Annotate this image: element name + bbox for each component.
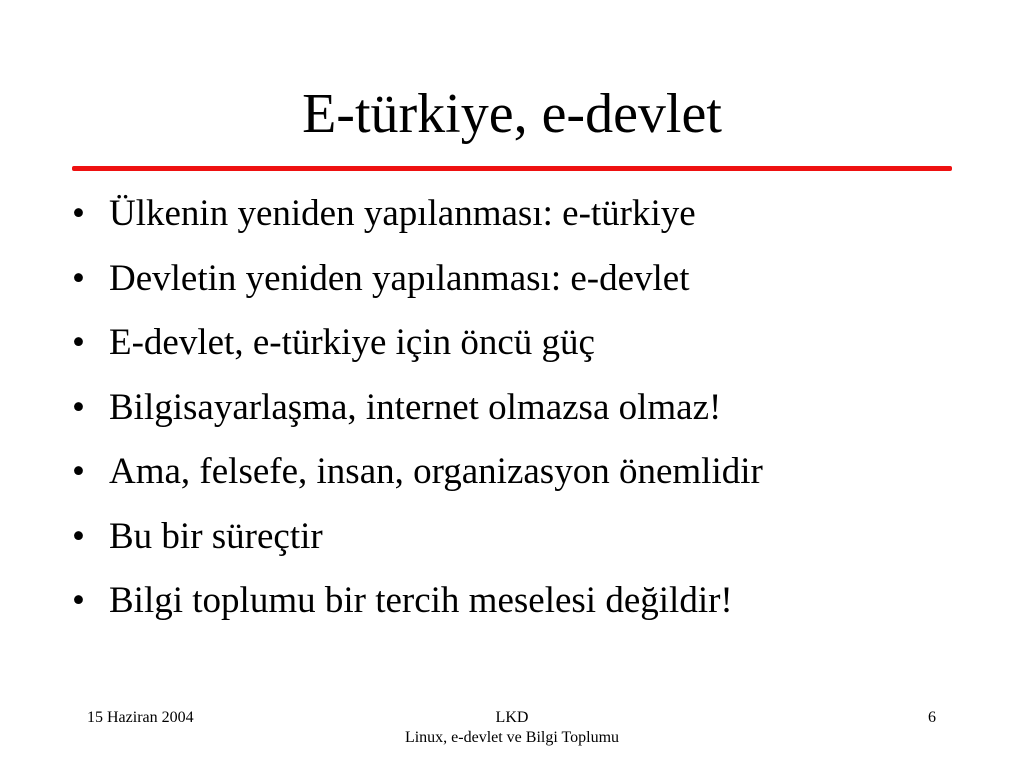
bullet-list xyxy=(72,188,972,640)
page-number: 6 xyxy=(928,709,936,726)
bullet-item xyxy=(72,446,972,511)
bullet-item xyxy=(72,575,972,640)
footer-org: LKD xyxy=(495,709,529,726)
bullet-icon: • xyxy=(72,515,85,557)
footer-date: 15 Haziran 2004 xyxy=(87,709,194,726)
bullet-icon: • xyxy=(72,322,85,363)
footer-center xyxy=(312,708,712,748)
bullet-icon: • xyxy=(72,386,85,428)
bullet-item xyxy=(72,317,972,382)
bullet-text: Ama, felsefe, insan, organizasyon önemlidir xyxy=(109,451,763,492)
bullet-icon: • xyxy=(72,580,85,621)
bullet-text: Ülkenin yeniden yapılanması: e-türkiye xyxy=(109,193,696,234)
bullet-item xyxy=(72,511,972,576)
bullet-icon: • xyxy=(72,193,85,234)
bullet-text: Devletin yeniden yapılanması: e-devlet xyxy=(109,257,690,299)
bullet-text: Bilgisayarlaşma, internet olmazsa olmaz! xyxy=(109,386,722,428)
bullet-item xyxy=(72,188,972,253)
bullet-text: E-devlet, e-türkiye için öncü güç xyxy=(109,322,595,363)
slide-title: E-türkiye, e-devlet xyxy=(302,83,722,145)
bullet-item xyxy=(72,382,972,447)
title-underline xyxy=(72,166,952,171)
bullet-text: Bilgi toplumu bir tercih meselesi değildir! xyxy=(109,580,733,621)
footer-subtitle: Linux, e-devlet ve Bilgi Toplumu xyxy=(404,729,620,746)
bullet-text: Bu bir süreçtir xyxy=(109,515,323,557)
bullet-icon: • xyxy=(72,257,85,299)
bullet-icon: • xyxy=(72,451,85,492)
bullet-item xyxy=(72,253,972,318)
